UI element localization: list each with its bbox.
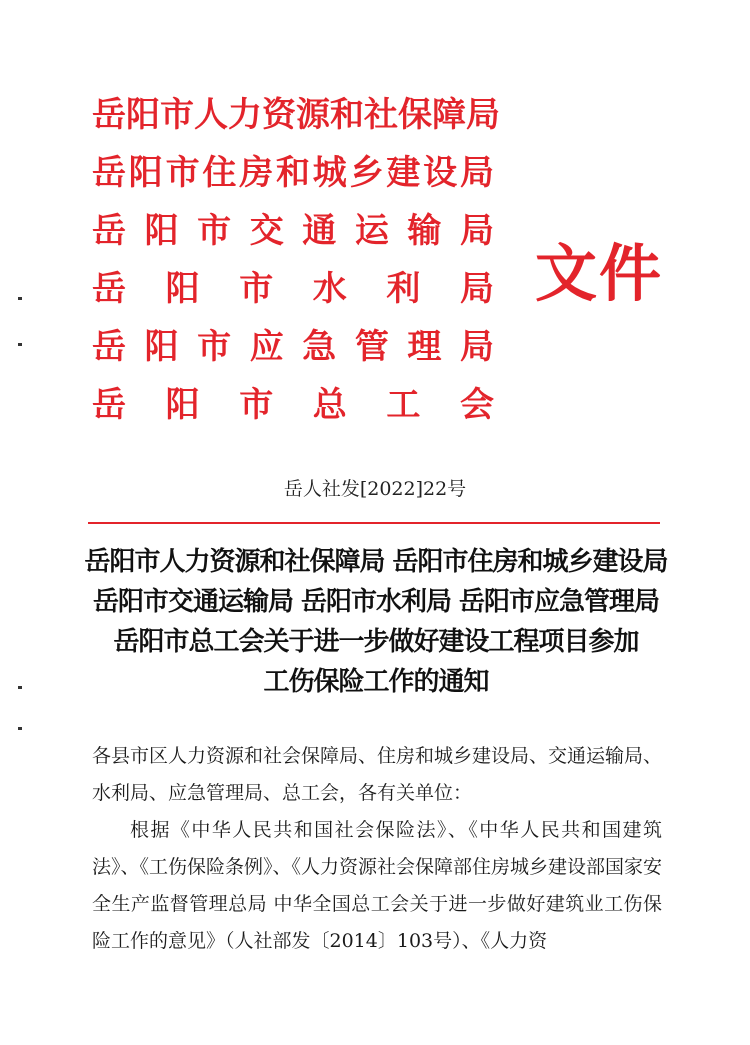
document-body bbox=[92, 738, 662, 960]
agency-char: 局 bbox=[459, 153, 494, 193]
title-line: 岳阳市总工会关于进一步做好建设工程项目参加 bbox=[113, 627, 639, 657]
document-label: 文件 bbox=[535, 237, 664, 310]
document-number: 岳人社发[2022]22号 bbox=[283, 478, 467, 500]
body-paragraph: 根据《中华人民共和国社会保险法》、《中华人民共和国建筑法》、《工伤保险条例》、《人力资源社会保障部住房城乡建设部国家安全生产监督管理总局 中华全国总工会关于进一步做好建筑业工伤保险工作的意见》（人社部发〔2014〕103号）、《人力资 bbox=[92, 819, 663, 952]
agency-char: 市 bbox=[197, 327, 232, 367]
agency-char: 会 bbox=[459, 385, 494, 425]
agency-char: 运 bbox=[354, 211, 389, 251]
agency-char: 应 bbox=[249, 327, 284, 367]
agency-char: 建 bbox=[386, 153, 421, 193]
agency-char: 乡 bbox=[349, 153, 384, 193]
agency-char: 岳 bbox=[92, 153, 126, 193]
agency-char: 水 bbox=[312, 269, 347, 309]
agency-char: 市 bbox=[165, 153, 200, 193]
agency-char: 资 bbox=[262, 95, 296, 135]
agency-char: 阳 bbox=[128, 153, 163, 193]
agency-char: 岳 bbox=[92, 385, 126, 425]
agency-char: 人 bbox=[194, 95, 228, 135]
issuing-agencies bbox=[92, 95, 500, 444]
agency-char: 总 bbox=[312, 385, 347, 425]
agency-char: 房 bbox=[239, 153, 274, 193]
agency-char: 工 bbox=[386, 385, 421, 425]
agency-line bbox=[92, 212, 494, 250]
agency-char: 保 bbox=[398, 95, 432, 135]
scan-mark bbox=[18, 686, 22, 689]
agency-char: 局 bbox=[459, 327, 494, 367]
title-line: 岳阳市交通运输局 岳阳市水利局 岳阳市应急管理局 bbox=[92, 587, 660, 617]
agency-char: 市 bbox=[239, 269, 274, 309]
agency-char: 局 bbox=[466, 95, 500, 135]
title-line: 工伤保险工作的通知 bbox=[263, 667, 489, 697]
agency-char: 阳 bbox=[144, 327, 179, 367]
agency-char: 局 bbox=[459, 269, 494, 309]
agency-char: 急 bbox=[302, 327, 337, 367]
agency-char: 阳 bbox=[144, 211, 179, 251]
scan-mark bbox=[18, 343, 22, 346]
agency-char: 输 bbox=[407, 211, 442, 251]
agency-char: 岳 bbox=[92, 95, 126, 135]
agency-char: 理 bbox=[407, 327, 442, 367]
agency-char: 管 bbox=[354, 327, 389, 367]
agency-char: 社 bbox=[364, 95, 398, 135]
agency-line bbox=[92, 386, 494, 424]
agency-char: 障 bbox=[432, 95, 466, 135]
agency-char: 利 bbox=[386, 269, 421, 309]
agency-char: 力 bbox=[228, 95, 262, 135]
title-line: 岳阳市人力资源和社保障局 岳阳市住房和城乡建设局 bbox=[84, 547, 668, 577]
agency-char: 和 bbox=[330, 95, 364, 135]
agency-char: 源 bbox=[296, 95, 330, 135]
agency-char: 和 bbox=[275, 153, 310, 193]
agency-char: 阳 bbox=[165, 385, 200, 425]
agency-char: 设 bbox=[423, 153, 458, 193]
agency-char: 交 bbox=[249, 211, 284, 251]
agency-char: 岳 bbox=[92, 327, 126, 367]
agency-char: 通 bbox=[302, 211, 337, 251]
document-title bbox=[70, 542, 682, 702]
agency-line bbox=[92, 154, 494, 192]
agency-char: 岳 bbox=[92, 211, 126, 251]
agency-line bbox=[92, 270, 494, 308]
scan-mark bbox=[18, 297, 22, 300]
agency-char: 市 bbox=[239, 385, 274, 425]
agency-char: 局 bbox=[459, 211, 494, 251]
scan-mark bbox=[18, 727, 22, 730]
agency-line bbox=[92, 95, 500, 135]
agency-char: 市 bbox=[197, 211, 232, 251]
agency-line bbox=[92, 328, 494, 366]
agency-char: 阳 bbox=[126, 95, 160, 135]
salutation: 各县市区人力资源和社会保障局、住房和城乡建设局、交通运输局、水利局、应急管理局、总工会，各有关单位： bbox=[92, 745, 663, 804]
agency-char: 城 bbox=[312, 153, 347, 193]
red-divider bbox=[88, 522, 660, 524]
agency-char: 阳 bbox=[165, 269, 200, 309]
agency-char: 岳 bbox=[92, 269, 126, 309]
agency-char: 住 bbox=[202, 153, 237, 193]
agency-char: 市 bbox=[160, 95, 194, 135]
